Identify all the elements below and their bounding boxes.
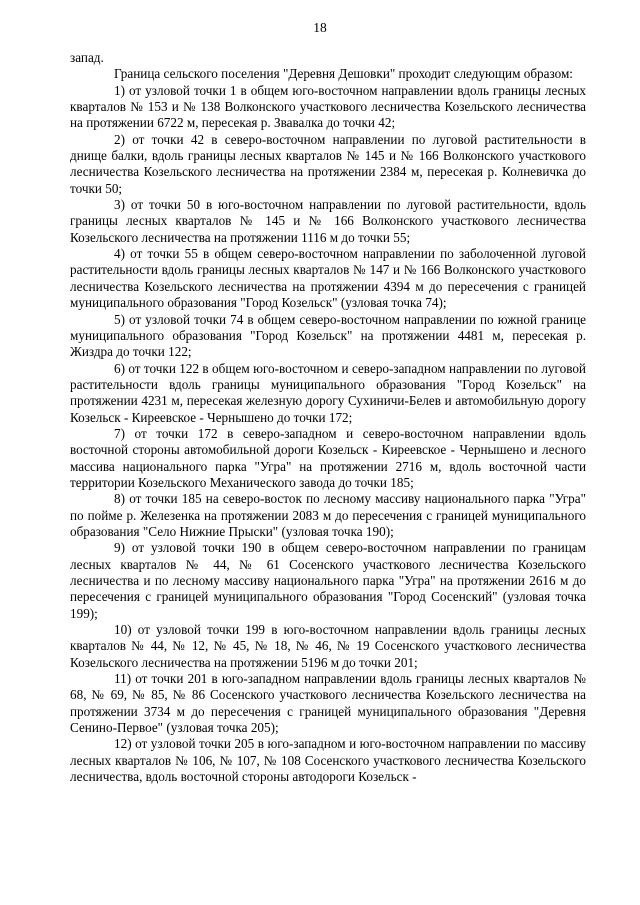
page-number: 18	[313, 20, 327, 35]
paragraph: 12) от узловой точки 205 в юго-западном и юго-восточном направлении по массиву лесных кварталов № 106, № 107, № 108 Сосенского участкового лесничества Козельского лесничества, вдоль восточной стороны автодороги Козельск -	[70, 736, 586, 785]
paragraph: 9) от узловой точки 190 в общем северо-восточном направлении по границам лесных кварталов № 44, № 61 Сосенского участкового лесничества Козельского лесничества и по лесному массиву национального парка "Угра" на протяжении 2616 м до пересечения с границей муниципального образования "Город Сосенский" (узловая точка 199);	[70, 540, 586, 621]
paragraph: 11) от точки 201 в юго-западном направлении вдоль границы лесных кварталов № 68, № 69, № 85, № 86 Сосенского участкового лесничества Козельского лесничества на протяжении 3734 м до пересечения с границей муниципального образования "Деревня Сенино-Первое" (узловая точка 205);	[70, 671, 586, 736]
paragraph: 1) от узловой точки 1 в общем юго-восточном направлении вдоль границы лесных кварталов № 153 и № 138 Волконского участкового лесничества Козельского лесничества на протяжении 6722 м, пересекая р. Звавалка до точки 42;	[70, 82, 586, 131]
document-body	[70, 50, 586, 785]
paragraph: 10) от узловой точки 199 в юго-восточном направлении вдоль границы лесных кварталов № 44, № 12, № 45, № 18, № 46, № 19 Сосенского участкового лесничества Козельского лесничества на протяжении 5196 м до точки 201;	[70, 622, 586, 670]
paragraph: 2) от точки 42 в северо-восточном направлении по луговой растительности в днище балки, вдоль границы лесных кварталов № 145 и № 166 Волконского участкового лесничества Козельского лесничества на протяжении 2384 м, пересекая р. Колневичка до точки 50;	[70, 131, 586, 196]
paragraph: запад.	[70, 50, 104, 65]
paragraph: 3) от точки 50 в юго-восточном направлении по луговой растительности, вдоль границы лесных кварталов № 145 и № 166 Волконского участкового лесничества Козельского лесничества на протяжении 1116 м до точки 55;	[70, 197, 586, 245]
paragraph: 5) от узловой точки 74 в общем северо-восточном направлении по южной границе муниципального образования "Город Козельск" на протяжении 4481 м, пересекая р. Жиздра до точки 122;	[70, 311, 586, 360]
paragraph: 6) от точки 122 в общем юго-восточном и северо-западном направлении по луговой растительности вдоль границы муниципального образования "Город Козельск" на протяжении 4231 м, пересекая железную дорогу Сухиничи-Белев и автомобильную дорогу Козельск - Киреевское - Чернышено до точки 172;	[70, 360, 586, 425]
paragraph: 8) от точки 185 на северо-восток по лесному массиву национального парка "Угра" по пойме р. Железенка на протяжении 2083 м до пересечения с границей муниципального образования "Село Нижние Прыски" (узловая точка 190);	[70, 491, 586, 539]
paragraph: 7) от точки 172 в северо-западном и северо-восточном направлении вдоль восточной стороны автомобильной дороги Козельск - Киреевское - Чернышено и лесного массива национального парка "Угра" на протяжении 2716 м, вдоль восточной части территории Козельского Механического завода до точки 185;	[70, 425, 586, 490]
paragraph: 4) от точки 55 в общем северо-восточном направлении по заболоченной луговой растительности вдоль границы лесных кварталов № 147 и № 166 Волконского участкового лесничества Козельского лесничества на протяжении 4394 м до пересечения с границей муниципального образования "Город Козельск" (узловая точка 74);	[70, 246, 586, 311]
paragraph: Граница сельского поселения "Деревня Дешовки" проходит следующим образом:	[114, 66, 573, 82]
